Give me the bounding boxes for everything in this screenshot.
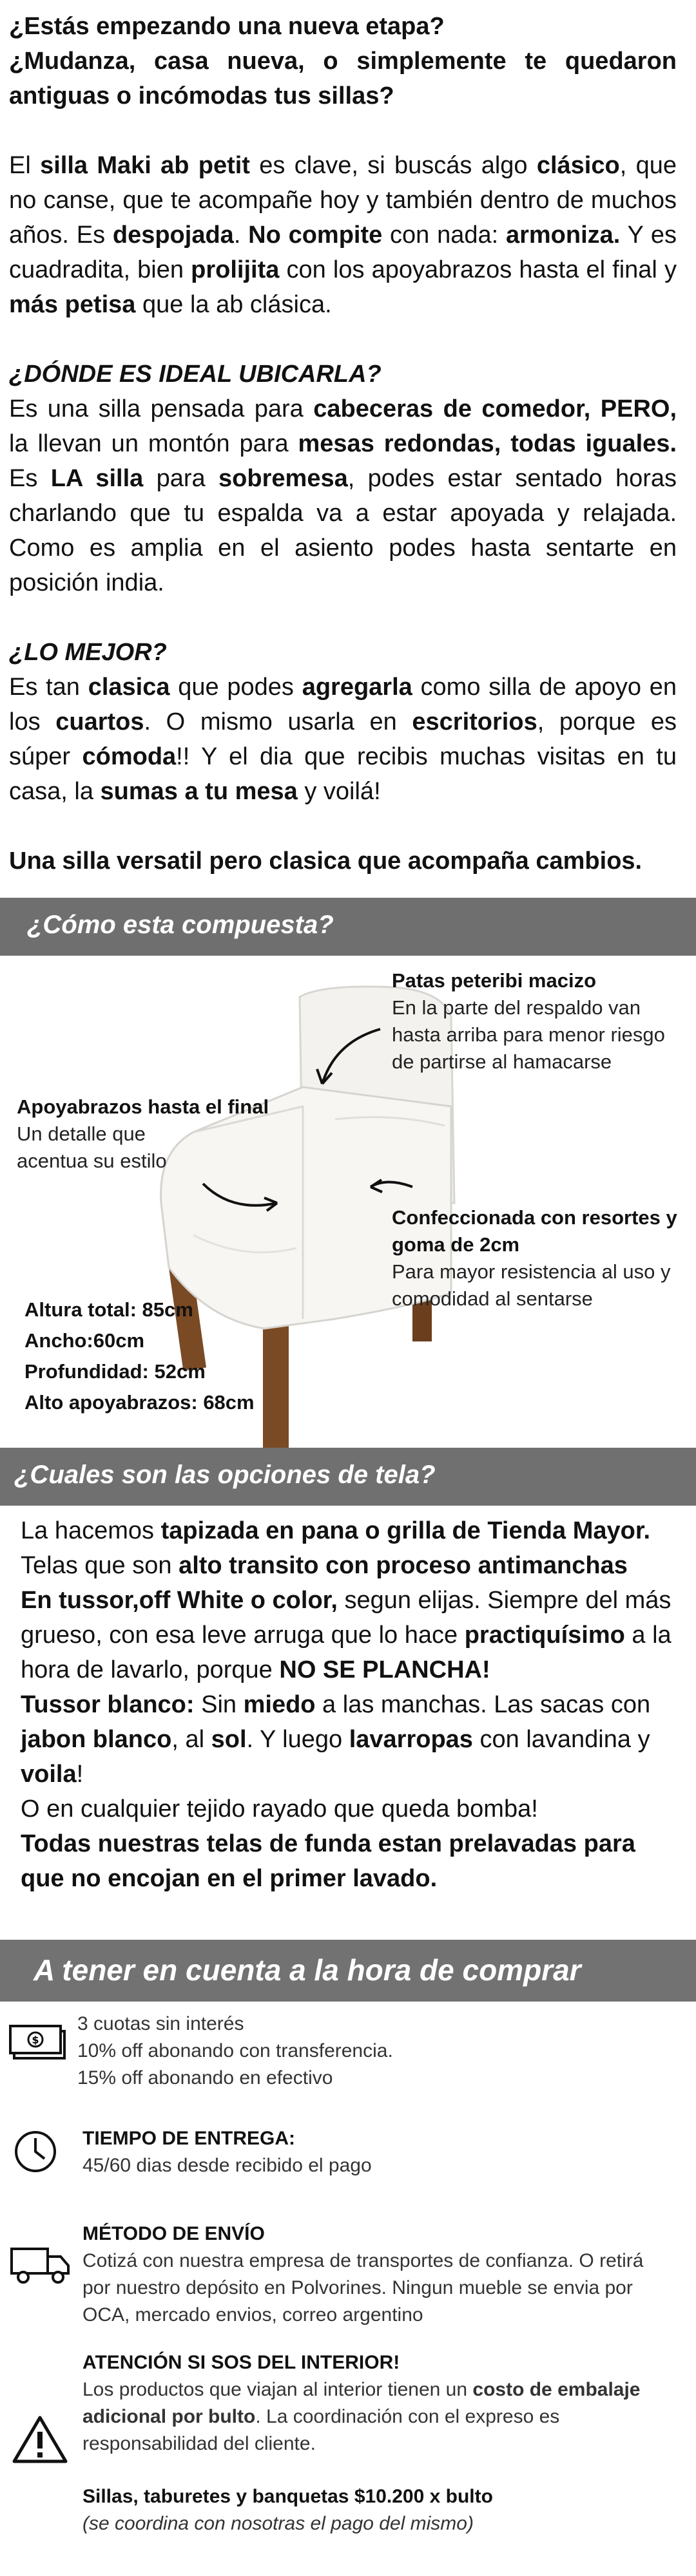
banknote-icon [9,2023,68,2062]
fabric-line-1: La hacemos tapizada en pana o grilla de Tienda Mayor. [21,1517,651,1544]
fabric-line-5: O en cualquier tejido rayado que queda bomba! [21,1795,538,1823]
springs-annotation [392,1204,688,1312]
intro-paragraph-1: El silla Maki ab petit es clave, si buscás algo clásico, que no canse, que te acompañe hoy y también dentro de muchos años. Es despojada. No compite con nada: armoniza. Y es cuadradita, bien prolijita con los apoyabrazos hasta el final y más petisa que la ab clásica. [9,152,677,318]
fabric-banner [0,1448,696,1506]
armrest-annotation-text: Un detalle que acentua su estilo [17,1122,167,1172]
intro-closing: Una silla versatil pero clasica que acompaña cambios. [9,848,643,875]
purchase-banner [0,1940,696,2002]
delivery-block [0,2125,696,2190]
measure-armrest-height: Alto apoyabrazos: 68cm [24,1391,255,1414]
composition-banner [0,898,696,956]
interior-block [0,2349,696,2568]
intro-question-2: ¿Mudanza, casa nueva, o simplemente te quedaron antiguas o incómodas tus sillas? [9,48,677,109]
intro-paragraph-3: Es tan clasica que podes agregarla como silla de apoyo en los cuartos. O mismo usarla en escritorios, porque es súper cómoda!! Y el dia que recibis muchas visitas en tu casa, la sumas a tu mesa y voilá! [9,674,677,805]
fabric-banner-title: ¿Cuales son las opciones de tela? [14,1461,436,1489]
shipping-title: MÉTODO DE ENVÍO [82,2223,265,2244]
delivery-detail: 45/60 dias desde recibido el pago [82,2155,372,2176]
measure-depth: Profundidad: 52cm [24,1360,206,1383]
delivery-text [82,2125,675,2179]
intro-question-1: ¿Estás empezando una nueva etapa? [9,13,445,40]
shipping-detail: Cotizá con nuestra empresa de transportes de confianza. O retirá por nuestro depósito en Polvorines. Ningun mueble se envia por OCA, mercado envios, correo argentino [82,2250,644,2325]
interior-text [82,2349,672,2537]
legs-annotation [392,967,688,1075]
interior-price: Sillas, taburetes y banquetas $10.200 x bulto [82,2486,493,2507]
ideal-location-heading: ¿DÓNDE ES IDEAL UBICARLA? [9,361,382,388]
shipping-block [0,2221,696,2324]
best-heading: ¿LO MEJOR? [9,639,167,666]
measure-width: Ancho:60cm [24,1329,145,1352]
measurements [24,1294,255,1418]
warning-icon [12,2414,68,2465]
shipping-text [82,2221,672,2329]
intro-section [9,9,677,878]
delivery-title: TIEMPO DE ENTREGA: [82,2128,296,2149]
interior-title: ATENCIÓN SI SOS DEL INTERIOR! [82,2352,400,2373]
purchase-banner-title: A tener en cuenta a la hora de comprar [34,1953,581,1987]
springs-annotation-title: Confeccionada con resortes y goma de 2cm [392,1206,677,1256]
payment-block [0,2011,696,2101]
fabric-line-2: Telas que son alto transito con proceso antimanchas [21,1552,628,1579]
springs-annotation-text: Para mayor resistencia al uso y comodidad al sentarse [392,1260,671,1310]
fabric-section [21,1513,678,1896]
legs-annotation-title: Patas peteribi macizo [392,969,597,992]
legs-annotation-text: En la parte del respaldo van hasta arriba para menor riesgo de partirse al hamacarse [392,996,665,1073]
fabric-line-6: Todas nuestras telas de funda estan prelavadas para que no encojan en el primer lavado. [21,1830,635,1892]
measure-height: Altura total: 85cm [24,1298,193,1321]
svg-text:$: $ [32,2034,39,2046]
composition-banner-title: ¿Cómo esta compuesta? [27,911,334,939]
interior-detail: Los productos que viajan al interior tienen un costo de embalaje adicional por bulto. La coordinación con el expreso es responsabilidad del cliente. [82,2379,641,2454]
intro-paragraph-2: Es una silla pensada para cabeceras de comedor, PERO, la llevan un montón para mesas redondas, todas iguales. Es LA silla para sobremesa, podes estar sentado horas charlando que tu espalda va a estar apoyada y relajada. Como es amplia en el asiento podes hasta sentarte en posición india. [9,395,677,596]
payment-line-1: 3 cuotas sin interés [77,2013,244,2034]
clock-icon [13,2129,58,2174]
armrest-annotation [17,1094,294,1175]
payment-text [77,2011,670,2092]
payment-line-3: 15% off abonando en efectivo [77,2067,333,2088]
fabric-line-4: Tussor blanco: Sin miedo a las manchas. Las sacas con jabon blanco, al sol. Y luego lavarropas con lavandina y voila! [21,1691,651,1788]
interior-note: (se coordina con nosotras el pago del mismo) [82,2513,474,2534]
truck-icon [9,2244,71,2285]
armrest-annotation-title: Apoyabrazos hasta el final [17,1095,269,1118]
fabric-line-3: En tussor,off White o color, segun elijas. Siempre del más grueso, con esa leve arruga que lo hace practiquísimo a la hora de lavarlo, porque NO SE PLANCHA! [21,1587,672,1683]
payment-line-2: 10% off abonando con transferencia. [77,2040,393,2061]
